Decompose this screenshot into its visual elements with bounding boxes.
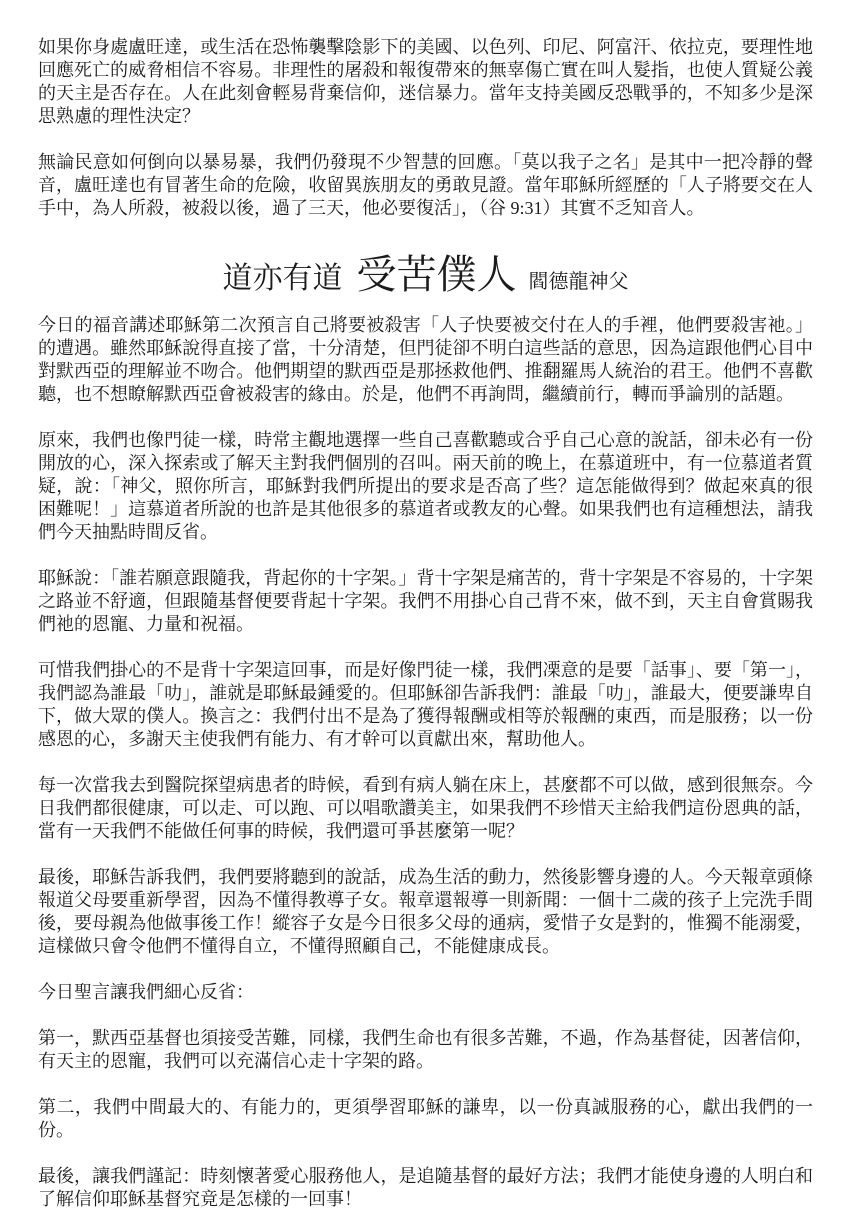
article-title-block [38,243,813,300]
body-paragraph-4: 可惜我們掛心的不是背十字架這回事，而是好像門徒一樣，我們凓意的是要「話事」、要「第一」，我們認為誰最「叻」，誰就是耶穌最鍾愛的。但耶穌卻告訴我們：誰最「叻」，誰最大，便要謙卑自下，做大眾的僕人。換言之：我們付出不是為了獲得報酬或相等於報酬的東西，而是服務；以一份感恩的心，多謝天主使我們有能力、有才幹可以貢獻出來，幫助他人。 [38,660,813,749]
body-paragraph-5: 每一次當我去到醫院探望病患者的時候，看到有病人躺在床上，甚麼都不可以做，感到很無奈。今日我們都很健康，可以走、可以跑、可以唱歌讚美主，如果我們不珍惜天主給我們這份恩典的話，當有一天我們不能做任何事的時候，我們還可爭甚麼第一呢？ [38,775,813,841]
author-name: 閻德龍神父 [528,271,629,293]
article-title: 受苦僕人 [356,252,517,297]
body-paragraph-6: 最後，耶穌告訴我們，我們要將聽到的說話，成為生活的動力，然後影響身邊的人。今天報章頭條報道父母要重新學習，因為不懂得教導子女。報章還報導一則新聞：一個十二歲的孩子上完洗手間後，要母親為他做事後工作！縱容子女是今日很多父母的通病，愛惜子女是對的，惟獨不能溺愛，這樣做只會令他們不懂得自立，不懂得照顧自己，不能健康成長。 [38,867,813,956]
body-paragraph-2: 原來，我們也像門徒一樣，時常主觀地選擇一些自己喜歡聽或合乎自己心意的說話，卻未必有一份開放的心，深入探索或了解天主對我們個別的召叫。兩天前的晚上，在慕道班中，有一位慕道者質疑，說：「神父，照你所言，耶穌對我們所提出的要求是否高了些？這怎能做得到？做起來真的很困難呢！」這慕道者所說的也許是其他很多的慕道者或教友的心聲。如果我們也有這種想法，請我們今天抽點時間反省。 [38,430,813,542]
column-name: 道亦有道 [222,262,343,295]
body-paragraph-8: 第一，默西亞基督也須接受苦難，同樣，我們生命也有很多苦難，不過，作為基督徒，因著信仰，有天主的恩寵，我們可以充滿信心走十字架的路。 [38,1028,813,1071]
intro-paragraph-2: 無論民意如何倒向以暴易暴，我們仍發現不少智慧的回應。「莫以我子之名」是其中一把冷靜的聲音，盧旺達也有冒著生命的危險，收留異族朋友的勇敢見證。當年耶穌所經歷的「人子將要交在人手中，為人所殺，被殺以後，過了三天，他必要復活」，（谷 9:31）其實不乏知音人。 [38,152,813,218]
body-paragraph-1: 今日的福音講述耶穌第二次預言自己將要被殺害「人子快要被交付在人的手裡，他們要殺害祂。」的遭遇。雖然耶穌說得直接了當，十分清楚，但門徒卻不明白這些話的意思，因為這跟他們心目中對默西亞的理解並不吻合。他們期望的默西亞是那拯救他們、推翻羅馬人統治的君王。他們不喜歡聽，也不想瞭解默西亞會被殺害的緣由。於是，他們不再詢問，繼續前行，轉而爭論別的話題。 [38,315,813,404]
body-paragraph-10: 最後，讓我們謹記：時刻懷著愛心服務他人，是追隨基督的最好方法；我們才能使身邊的人明白和了解信仰耶穌基督究竟是怎樣的一回事！ [38,1166,813,1209]
body-paragraph-7: 今日聖言讓我們細心反省： [38,982,254,1002]
intro-paragraph-1: 如果你身處盧旺達，或生活在恐怖襲擊陰影下的美國、以色列、印尼、阿富汗、依拉克，要理性地回應死亡的威脅相信不容易。非理性的屠殺和報復帶來的無辜傷亡實在叫人髮指，也使人質疑公義的天主是否存在。人在此刻會輕易背棄信仰，迷信暴力。當年支持美國反恐戰爭的，不知多少是深思熟慮的理性決定？ [38,37,813,126]
body-paragraph-9: 第二，我們中間最大的、有能力的，更須學習耶穌的謙卑，以一份真誠服務的心，獻出我們的一份。 [38,1097,813,1140]
body-paragraph-3: 耶穌說：「誰若願意跟隨我，背起你的十字架。」背十字架是痛苦的，背十字架是不容易的，十字架之路並不舒適，但跟隨基督便要背起十字架。我們不用掛心自己背不來，做不到，天主自會賞賜我們祂的恩寵、力量和祝福。 [38,568,813,634]
